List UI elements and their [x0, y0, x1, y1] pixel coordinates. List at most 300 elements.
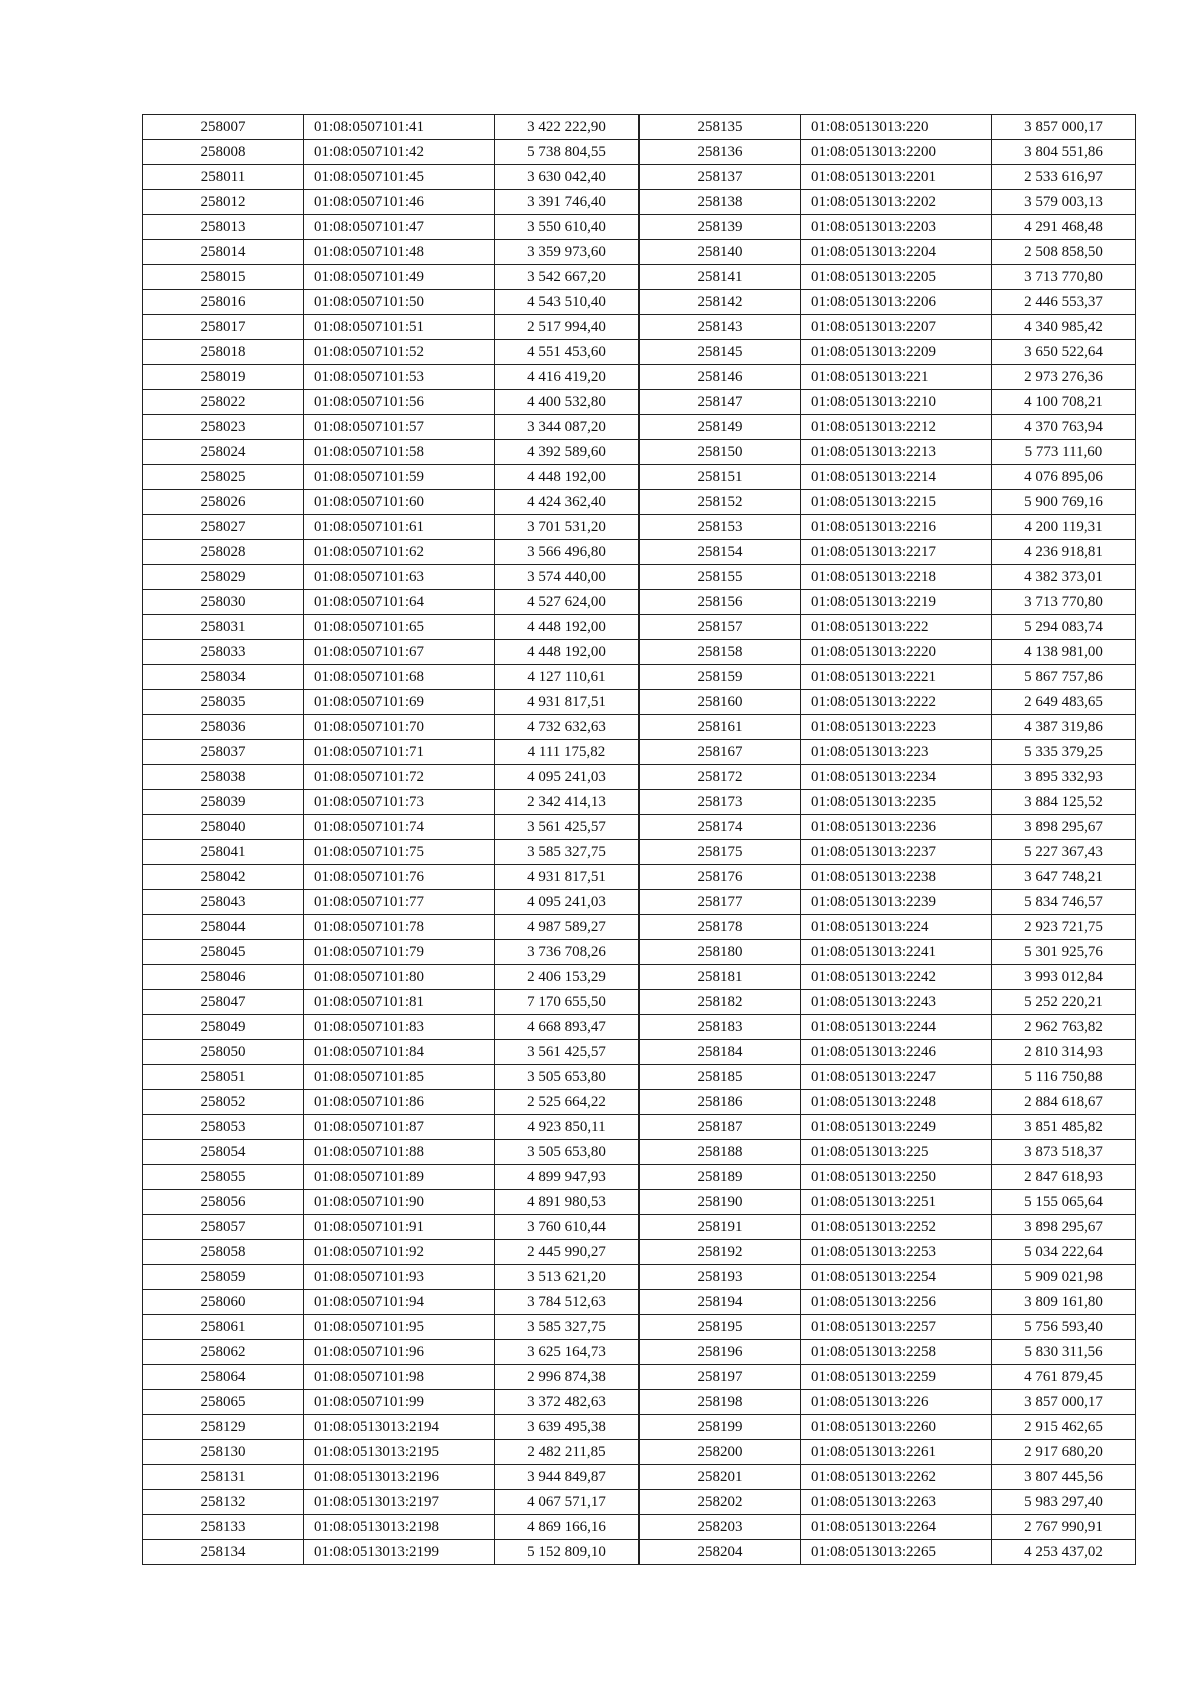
- value-cell: 4 400 532,80: [495, 390, 639, 415]
- parcel-id-cell: 258191: [640, 1215, 801, 1240]
- table-row: [143, 1015, 639, 1040]
- cadastral-number-cell: 01:08:0507101:73: [304, 790, 495, 815]
- parcel-id-cell: 258037: [143, 740, 304, 765]
- cadastral-number-cell: 01:08:0507101:79: [304, 940, 495, 965]
- table-row: [143, 1440, 639, 1465]
- parcel-id-cell: 258139: [640, 215, 801, 240]
- table-row: [640, 615, 1136, 640]
- parcel-id-cell: 258192: [640, 1240, 801, 1265]
- parcel-id-cell: 258016: [143, 290, 304, 315]
- parcel-id-cell: 258187: [640, 1115, 801, 1140]
- parcel-id-cell: 258143: [640, 315, 801, 340]
- parcel-id-cell: 258195: [640, 1315, 801, 1340]
- value-cell: 3 857 000,17: [992, 115, 1136, 140]
- cadastral-number-cell: 01:08:0513013:225: [801, 1140, 992, 1165]
- table-row: [143, 365, 639, 390]
- table-row: [640, 915, 1136, 940]
- parcel-id-cell: 258185: [640, 1065, 801, 1090]
- table-row: [640, 1065, 1136, 1090]
- value-cell: 5 252 220,21: [992, 990, 1136, 1015]
- table-row: [640, 415, 1136, 440]
- value-cell: 4 551 453,60: [495, 340, 639, 365]
- parcel-id-cell: 258136: [640, 140, 801, 165]
- table-row: [143, 940, 639, 965]
- parcel-id-cell: 258052: [143, 1090, 304, 1115]
- table-row: [640, 1315, 1136, 1340]
- table-row: [640, 1165, 1136, 1190]
- parcel-id-cell: 258157: [640, 615, 801, 640]
- cadastral-number-cell: 01:08:0513013:2199: [304, 1540, 495, 1565]
- cadastral-number-cell: 01:08:0513013:2206: [801, 290, 992, 315]
- value-cell: 3 804 551,86: [992, 140, 1136, 165]
- parcel-id-cell: 258025: [143, 465, 304, 490]
- table-row: [143, 240, 639, 265]
- cadastral-number-cell: 01:08:0513013:222: [801, 615, 992, 640]
- table-row: [143, 665, 639, 690]
- cadastral-number-cell: 01:08:0507101:95: [304, 1315, 495, 1340]
- value-cell: 3 542 667,20: [495, 265, 639, 290]
- table-row: [640, 1215, 1136, 1240]
- parcel-id-cell: 258017: [143, 315, 304, 340]
- cadastral-number-cell: 01:08:0513013:2234: [801, 765, 992, 790]
- parcel-id-cell: 258145: [640, 340, 801, 365]
- cadastral-number-cell: 01:08:0507101:47: [304, 215, 495, 240]
- cadastral-number-cell: 01:08:0513013:2248: [801, 1090, 992, 1115]
- cadastral-number-cell: 01:08:0507101:76: [304, 865, 495, 890]
- cadastral-number-cell: 01:08:0507101:41: [304, 115, 495, 140]
- parcel-id-cell: 258007: [143, 115, 304, 140]
- cadastral-number-cell: 01:08:0513013:2221: [801, 665, 992, 690]
- cadastral-number-cell: 01:08:0507101:62: [304, 540, 495, 565]
- parcel-id-cell: 258054: [143, 1140, 304, 1165]
- cadastral-number-cell: 01:08:0513013:2195: [304, 1440, 495, 1465]
- value-cell: 5 301 925,76: [992, 940, 1136, 965]
- value-cell: 4 732 632,63: [495, 715, 639, 740]
- parcel-id-cell: 258156: [640, 590, 801, 615]
- cadastral-number-cell: 01:08:0507101:96: [304, 1340, 495, 1365]
- parcel-id-cell: 258049: [143, 1015, 304, 1040]
- table-row: [143, 1340, 639, 1365]
- parcel-id-cell: 258149: [640, 415, 801, 440]
- cadastral-number-cell: 01:08:0507101:69: [304, 690, 495, 715]
- cadastral-number-cell: 01:08:0507101:46: [304, 190, 495, 215]
- value-cell: 3 359 973,60: [495, 240, 639, 265]
- table-row: [640, 440, 1136, 465]
- parcel-id-cell: 258129: [143, 1415, 304, 1440]
- cadastral-number-cell: 01:08:0513013:2222: [801, 690, 992, 715]
- value-cell: 3 701 531,20: [495, 515, 639, 540]
- cadastral-number-cell: 01:08:0507101:99: [304, 1390, 495, 1415]
- table-row: [143, 790, 639, 815]
- cadastral-number-cell: 01:08:0513013:2260: [801, 1415, 992, 1440]
- table-row: [143, 590, 639, 615]
- cadastral-number-cell: 01:08:0513013:2257: [801, 1315, 992, 1340]
- cadastral-number-cell: 01:08:0507101:86: [304, 1090, 495, 1115]
- value-cell: 4 987 589,27: [495, 915, 639, 940]
- cadastral-number-cell: 01:08:0513013:2213: [801, 440, 992, 465]
- parcel-id-cell: 258189: [640, 1165, 801, 1190]
- cadastral-number-cell: 01:08:0513013:2217: [801, 540, 992, 565]
- cadastral-number-cell: 01:08:0513013:2250: [801, 1165, 992, 1190]
- cadastral-number-cell: 01:08:0507101:88: [304, 1140, 495, 1165]
- parcel-id-cell: 258056: [143, 1190, 304, 1215]
- parcel-id-cell: 258188: [640, 1140, 801, 1165]
- parcel-id-cell: 258194: [640, 1290, 801, 1315]
- parcel-id-cell: 258182: [640, 990, 801, 1015]
- table-row: [143, 715, 639, 740]
- table-row: [640, 690, 1136, 715]
- value-cell: 2 847 618,93: [992, 1165, 1136, 1190]
- parcel-id-cell: 258152: [640, 490, 801, 515]
- parcel-id-cell: 258029: [143, 565, 304, 590]
- parcel-id-cell: 258203: [640, 1515, 801, 1540]
- cadastral-number-cell: 01:08:0513013:2265: [801, 1540, 992, 1565]
- parcel-id-cell: 258183: [640, 1015, 801, 1040]
- value-cell: 4 138 981,00: [992, 640, 1136, 665]
- value-cell: 2 915 462,65: [992, 1415, 1136, 1440]
- table-row: [640, 540, 1136, 565]
- parcel-id-cell: 258137: [640, 165, 801, 190]
- value-cell: 3 505 653,80: [495, 1140, 639, 1165]
- parcel-id-cell: 258019: [143, 365, 304, 390]
- table-row: [143, 1190, 639, 1215]
- value-cell: 2 973 276,36: [992, 365, 1136, 390]
- value-cell: 3 344 087,20: [495, 415, 639, 440]
- parcel-id-cell: 258061: [143, 1315, 304, 1340]
- table-row: [640, 565, 1136, 590]
- table-row: [640, 590, 1136, 615]
- table-row: [143, 1490, 639, 1515]
- table-row: [143, 740, 639, 765]
- cadastral-number-cell: 01:08:0513013:2241: [801, 940, 992, 965]
- value-cell: 4 253 437,02: [992, 1540, 1136, 1565]
- cadastral-number-cell: 01:08:0513013:2246: [801, 1040, 992, 1065]
- value-cell: 2 445 990,27: [495, 1240, 639, 1265]
- parcel-id-cell: 258039: [143, 790, 304, 815]
- value-cell: 5 834 746,57: [992, 890, 1136, 915]
- table-row: [640, 1465, 1136, 1490]
- table-row: [640, 265, 1136, 290]
- parcel-id-cell: 258043: [143, 890, 304, 915]
- parcel-id-cell: 258135: [640, 115, 801, 140]
- parcel-id-cell: 258059: [143, 1265, 304, 1290]
- value-cell: 7 170 655,50: [495, 990, 639, 1015]
- parcel-id-cell: 258155: [640, 565, 801, 590]
- table-row: [640, 765, 1136, 790]
- table-row: [640, 490, 1136, 515]
- table-row: [143, 615, 639, 640]
- cadastral-number-cell: 01:08:0507101:81: [304, 990, 495, 1015]
- cadastral-number-cell: 01:08:0513013:2263: [801, 1490, 992, 1515]
- parcel-id-cell: 258150: [640, 440, 801, 465]
- cadastral-number-cell: 01:08:0513013:2214: [801, 465, 992, 490]
- cadastral-number-cell: 01:08:0513013:2236: [801, 815, 992, 840]
- table-row: [143, 565, 639, 590]
- value-cell: 3 561 425,57: [495, 815, 639, 840]
- parcel-id-cell: 258053: [143, 1115, 304, 1140]
- cadastral-number-cell: 01:08:0507101:87: [304, 1115, 495, 1140]
- parcel-id-cell: 258134: [143, 1540, 304, 1565]
- right-table-container: [639, 114, 1136, 1565]
- cadastral-number-cell: 01:08:0513013:2210: [801, 390, 992, 415]
- value-cell: 3 784 512,63: [495, 1290, 639, 1315]
- cadastral-number-cell: 01:08:0513013:2243: [801, 990, 992, 1015]
- value-cell: 5 294 083,74: [992, 615, 1136, 640]
- table-row: [143, 540, 639, 565]
- value-cell: 4 448 192,00: [495, 640, 639, 665]
- cadastral-number-cell: 01:08:0513013:2262: [801, 1465, 992, 1490]
- parcel-id-cell: 258023: [143, 415, 304, 440]
- table-row: [640, 1190, 1136, 1215]
- parcel-id-cell: 258158: [640, 640, 801, 665]
- value-cell: 4 392 589,60: [495, 440, 639, 465]
- parcel-id-cell: 258035: [143, 690, 304, 715]
- table-row: [640, 1115, 1136, 1140]
- parcel-id-cell: 258040: [143, 815, 304, 840]
- value-cell: 3 760 610,44: [495, 1215, 639, 1240]
- value-cell: 3 713 770,80: [992, 265, 1136, 290]
- table-row: [143, 1140, 639, 1165]
- parcel-id-cell: 258173: [640, 790, 801, 815]
- value-cell: 4 527 624,00: [495, 590, 639, 615]
- value-cell: 4 761 879,45: [992, 1365, 1136, 1390]
- table-row: [143, 765, 639, 790]
- cadastral-number-cell: 01:08:0507101:67: [304, 640, 495, 665]
- table-row: [640, 340, 1136, 365]
- parcel-id-cell: 258013: [143, 215, 304, 240]
- cadastral-number-cell: 01:08:0507101:94: [304, 1290, 495, 1315]
- cadastral-number-cell: 01:08:0507101:53: [304, 365, 495, 390]
- value-cell: 3 550 610,40: [495, 215, 639, 240]
- parcel-id-cell: 258065: [143, 1390, 304, 1415]
- table-row: [143, 490, 639, 515]
- cadastral-number-cell: 01:08:0513013:2239: [801, 890, 992, 915]
- parcel-id-cell: 258130: [143, 1440, 304, 1465]
- value-cell: 3 736 708,26: [495, 940, 639, 965]
- cadastral-number-cell: 01:08:0507101:78: [304, 915, 495, 940]
- value-cell: 4 424 362,40: [495, 490, 639, 515]
- value-cell: 5 335 379,25: [992, 740, 1136, 765]
- cadastral-number-cell: 01:08:0513013:2203: [801, 215, 992, 240]
- cadastral-number-cell: 01:08:0513013:2249: [801, 1115, 992, 1140]
- cadastral-number-cell: 01:08:0507101:75: [304, 840, 495, 865]
- table-row: [143, 1290, 639, 1315]
- table-row: [143, 465, 639, 490]
- value-cell: 3 713 770,80: [992, 590, 1136, 615]
- table-row: [640, 665, 1136, 690]
- parcel-id-cell: 258175: [640, 840, 801, 865]
- parcel-id-cell: 258064: [143, 1365, 304, 1390]
- table-row: [640, 640, 1136, 665]
- table-row: [640, 115, 1136, 140]
- value-cell: 4 067 571,17: [495, 1490, 639, 1515]
- cadastral-number-cell: 01:08:0507101:61: [304, 515, 495, 540]
- cadastral-number-cell: 01:08:0507101:65: [304, 615, 495, 640]
- table-row: [640, 1240, 1136, 1265]
- cadastral-number-cell: 01:08:0513013:2258: [801, 1340, 992, 1365]
- value-cell: 4 291 468,48: [992, 215, 1136, 240]
- right-table: [639, 114, 1136, 1565]
- cadastral-number-cell: 01:08:0513013:2198: [304, 1515, 495, 1540]
- cadastral-number-cell: 01:08:0513013:2209: [801, 340, 992, 365]
- table-row: [640, 715, 1136, 740]
- value-cell: 3 391 746,40: [495, 190, 639, 215]
- cadastral-number-cell: 01:08:0507101:84: [304, 1040, 495, 1065]
- table-row: [640, 290, 1136, 315]
- table-row: [640, 465, 1136, 490]
- value-cell: 2 342 414,13: [495, 790, 639, 815]
- table-row: [143, 890, 639, 915]
- value-cell: 5 756 593,40: [992, 1315, 1136, 1340]
- value-cell: 3 884 125,52: [992, 790, 1136, 815]
- table-row: [143, 1165, 639, 1190]
- parcel-id-cell: 258141: [640, 265, 801, 290]
- table-row: [143, 915, 639, 940]
- value-cell: 3 873 518,37: [992, 1140, 1136, 1165]
- value-cell: 2 517 994,40: [495, 315, 639, 340]
- parcel-id-cell: 258159: [640, 665, 801, 690]
- cadastral-number-cell: 01:08:0513013:2215: [801, 490, 992, 515]
- cadastral-number-cell: 01:08:0507101:58: [304, 440, 495, 465]
- parcel-id-cell: 258172: [640, 765, 801, 790]
- value-cell: 4 095 241,03: [495, 890, 639, 915]
- parcel-id-cell: 258160: [640, 690, 801, 715]
- table-row: [640, 1490, 1136, 1515]
- value-cell: 3 579 003,13: [992, 190, 1136, 215]
- parcel-id-cell: 258142: [640, 290, 801, 315]
- parcel-id-cell: 258055: [143, 1165, 304, 1190]
- table-row: [640, 1390, 1136, 1415]
- parcel-id-cell: 258199: [640, 1415, 801, 1440]
- parcel-id-cell: 258046: [143, 965, 304, 990]
- value-cell: 2 649 483,65: [992, 690, 1136, 715]
- parcel-id-cell: 258201: [640, 1465, 801, 1490]
- cadastral-number-cell: 01:08:0513013:2237: [801, 840, 992, 865]
- parcel-id-cell: 258177: [640, 890, 801, 915]
- table-row: [640, 515, 1136, 540]
- table-row: [640, 1290, 1136, 1315]
- value-cell: 3 898 295,67: [992, 1215, 1136, 1240]
- value-cell: 3 993 012,84: [992, 965, 1136, 990]
- parcel-id-cell: 258146: [640, 365, 801, 390]
- table-row: [640, 790, 1136, 815]
- value-cell: 3 574 440,00: [495, 565, 639, 590]
- parcel-id-cell: 258180: [640, 940, 801, 965]
- value-cell: 4 370 763,94: [992, 415, 1136, 440]
- parcel-id-cell: 258014: [143, 240, 304, 265]
- value-cell: 4 236 918,81: [992, 540, 1136, 565]
- parcel-id-cell: 258057: [143, 1215, 304, 1240]
- value-cell: 4 543 510,40: [495, 290, 639, 315]
- table-row: [640, 940, 1136, 965]
- table-row: [143, 440, 639, 465]
- table-row: [143, 115, 639, 140]
- value-cell: 3 422 222,90: [495, 115, 639, 140]
- cadastral-number-cell: 01:08:0507101:98: [304, 1365, 495, 1390]
- parcel-id-cell: 258045: [143, 940, 304, 965]
- table-row: [143, 315, 639, 340]
- cadastral-number-cell: 01:08:0507101:70: [304, 715, 495, 740]
- parcel-id-cell: 258154: [640, 540, 801, 565]
- parcel-id-cell: 258027: [143, 515, 304, 540]
- parcel-id-cell: 258167: [640, 740, 801, 765]
- cadastral-number-cell: 01:08:0507101:91: [304, 1215, 495, 1240]
- cadastral-number-cell: 01:08:0513013:2259: [801, 1365, 992, 1390]
- parcel-id-cell: 258047: [143, 990, 304, 1015]
- table-row: [143, 1390, 639, 1415]
- table-row: [640, 1515, 1136, 1540]
- parcel-id-cell: 258036: [143, 715, 304, 740]
- value-cell: 5 900 769,16: [992, 490, 1136, 515]
- table-row: [143, 1415, 639, 1440]
- left-table-container: [142, 114, 639, 1565]
- cadastral-number-cell: 01:08:0513013:2223: [801, 715, 992, 740]
- value-cell: 2 446 553,37: [992, 290, 1136, 315]
- value-cell: 2 962 763,82: [992, 1015, 1136, 1040]
- parcel-id-cell: 258138: [640, 190, 801, 215]
- value-cell: 4 448 192,00: [495, 615, 639, 640]
- table-row: [143, 265, 639, 290]
- value-cell: 4 095 241,03: [495, 765, 639, 790]
- cadastral-number-cell: 01:08:0507101:74: [304, 815, 495, 840]
- value-cell: 5 773 111,60: [992, 440, 1136, 465]
- cadastral-number-cell: 01:08:0513013:2244: [801, 1015, 992, 1040]
- value-cell: 3 857 000,17: [992, 1390, 1136, 1415]
- parcel-id-cell: 258058: [143, 1240, 304, 1265]
- value-cell: 3 851 485,82: [992, 1115, 1136, 1140]
- cadastral-number-cell: 01:08:0513013:2220: [801, 640, 992, 665]
- parcel-id-cell: 258030: [143, 590, 304, 615]
- parcel-id-cell: 258161: [640, 715, 801, 740]
- value-cell: 5 909 021,98: [992, 1265, 1136, 1290]
- table-row: [143, 1265, 639, 1290]
- table-row: [143, 515, 639, 540]
- parcel-id-cell: 258033: [143, 640, 304, 665]
- table-row: [143, 1365, 639, 1390]
- value-cell: 4 200 119,31: [992, 515, 1136, 540]
- parcel-id-cell: 258034: [143, 665, 304, 690]
- parcel-id-cell: 258031: [143, 615, 304, 640]
- table-row: [143, 1465, 639, 1490]
- parcel-id-cell: 258028: [143, 540, 304, 565]
- cadastral-number-cell: 01:08:0507101:92: [304, 1240, 495, 1265]
- cadastral-number-cell: 01:08:0507101:80: [304, 965, 495, 990]
- value-cell: 5 034 222,64: [992, 1240, 1136, 1265]
- parcel-id-cell: 258147: [640, 390, 801, 415]
- value-cell: 4 387 319,86: [992, 715, 1136, 740]
- table-row: [143, 415, 639, 440]
- cadastral-number-cell: 01:08:0513013:2207: [801, 315, 992, 340]
- table-row: [640, 740, 1136, 765]
- parcel-id-cell: 258018: [143, 340, 304, 365]
- value-cell: 2 996 874,38: [495, 1365, 639, 1390]
- cadastral-number-cell: 01:08:0513013:2201: [801, 165, 992, 190]
- value-cell: 4 382 373,01: [992, 565, 1136, 590]
- table-row: [143, 1040, 639, 1065]
- parcel-id-cell: 258008: [143, 140, 304, 165]
- value-cell: 3 895 332,93: [992, 765, 1136, 790]
- table-row: [143, 1065, 639, 1090]
- table-row: [640, 1265, 1136, 1290]
- cadastral-number-cell: 01:08:0513013:2251: [801, 1190, 992, 1215]
- table-row: [143, 390, 639, 415]
- cadastral-number-cell: 01:08:0513013:226: [801, 1390, 992, 1415]
- value-cell: 5 983 297,40: [992, 1490, 1136, 1515]
- cadastral-number-cell: 01:08:0513013:2200: [801, 140, 992, 165]
- cadastral-number-cell: 01:08:0507101:48: [304, 240, 495, 265]
- cadastral-number-cell: 01:08:0507101:72: [304, 765, 495, 790]
- value-cell: 4 448 192,00: [495, 465, 639, 490]
